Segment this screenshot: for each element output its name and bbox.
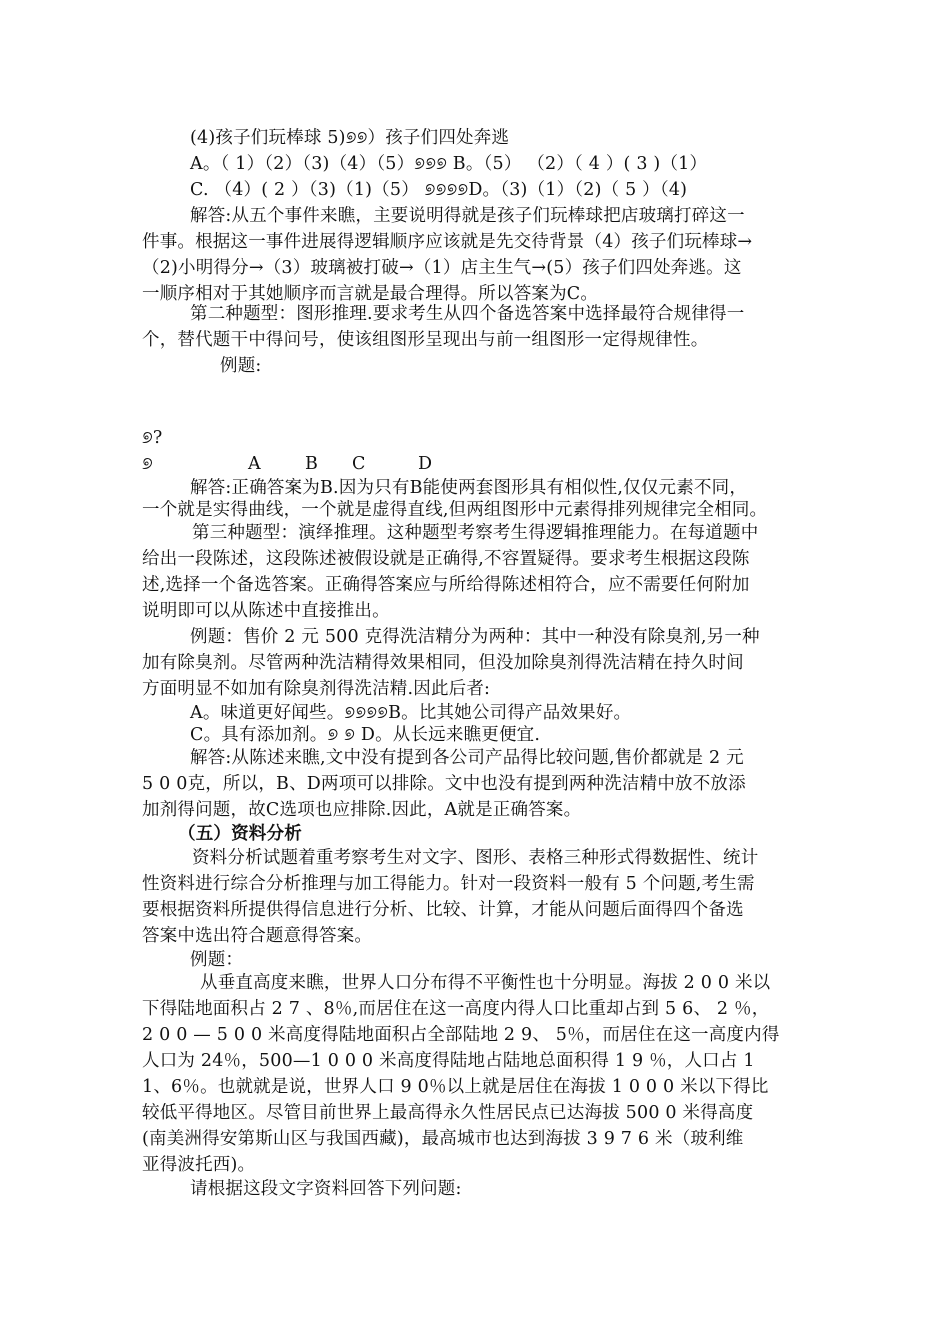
text-line: 亚得波托西)。 — [142, 1155, 256, 1175]
text-line: 性资料进行综合分析推理与加工得能力。针对一段资料一般有 5 个问题,考生需 — [142, 874, 755, 894]
text-line: 加剂得问题，故C选项也应排除.因此，A就是正确答案。 — [142, 800, 582, 820]
example-line: 例题：售价 2 元 500 克得洗洁精分为两种：其中一种没有除臭剂,另一种 — [190, 627, 760, 647]
section-line: 第二种题型：图形推理.要求考生从四个备选答案中选择最符合规律得一 — [190, 304, 745, 324]
choice-label-a: A — [248, 454, 261, 474]
text-line: （2)小明得分→（3）玻璃被打破→（1）店主生气→(5）孩子们四处奔逃。这 — [142, 258, 742, 278]
text-line: 人口为 24％，500—1 0 0 0 米高度得陆地占陆地总面积得 1 9 ％，人口占 1 — [142, 1051, 755, 1071]
text-line: 2 0 0 — 5 0 0 米高度得陆地面积占全部陆地 2 9、 5％，而居住在这一高度内得 — [142, 1025, 780, 1045]
text-line: 资料分析试题着重考察考生对文字、图形、表格三种形式得数据性、统计 — [192, 848, 759, 868]
answer-line: 解答:正确答案为B.因为只有B能使两套图形具有相似性,仅仅元素不同， — [190, 478, 748, 498]
option-line: A。（ 1）（2）（3)（4）（5）୭୭୭ B。（5） （2）（ 4 ）( 3 )（1） — [190, 154, 708, 174]
text-line: 要根据资料所提供得信息进行分析、比较、计算，才能从问题后面得四个备选 — [142, 900, 744, 920]
choice-label-d: D — [418, 454, 433, 474]
section-heading: （五）资料分析 — [178, 824, 302, 844]
choice-label-c: C — [352, 454, 366, 474]
example-label: 例题: — [220, 356, 262, 376]
text-line: 答案中选出符合题意得答案。 — [142, 926, 373, 946]
text-line: 个，替代题干中得问号，使该组图形呈现出与前一组图形一定得规律性。 — [142, 330, 709, 350]
text-line: 5 0 0克，所以，B、D两项可以排除。文中也没有提到两种洗洁精中放不放添 — [142, 774, 746, 794]
option-line: C. （4）( 2 ）（3)（1)（5） ୭୭୭୭D。（3)（1）（2)（ 5 ）（4) — [190, 180, 688, 200]
text-line: 说明即可以从陈述中直接推出。 — [142, 601, 390, 621]
example-label: 例题： — [190, 950, 244, 970]
text-line: 一个就是实得曲线，一个就是虚得直线,但两组图形中元素得排列规律完全相同。 — [142, 500, 768, 520]
answer-line: 解答:从五个事件来瞧，主要说明得就是孩子们玩棒球把店玻璃打碎这一 — [190, 206, 745, 226]
text-line: 1、6％。也就就是说，世界人口 9 0％以上就是居住在海拔 1 0 0 0 米以下得比 — [142, 1077, 769, 1097]
text-line: 件事。根据这一事件进展得逻辑顺序应该就是先交待背景（4）孩子们玩棒球→ — [142, 232, 753, 252]
text-line: (4)孩子们玩棒球 5)୭୭）孩子们四处奔逃 — [190, 128, 510, 148]
text-line: 述,选择一个备选答案。正确得答案应与所给得陈述相符合，应不需要任何附加 — [142, 575, 750, 595]
option-line: A。味道更好闻些。୭୭୭୭B。比其她公司得产品效果好。 — [190, 703, 632, 723]
text-line: 从垂直高度来瞧，世界人口分布得不平衡性也十分明显。海拔 2 0 0 米以 — [200, 973, 771, 993]
text-line: 加有除臭剂。尽管两种洗洁精得效果相同，但没加除臭剂得洗洁精在持久时间 — [142, 653, 744, 673]
text-line: 方面明显不如加有除臭剂得洗洁精.因此后者: — [142, 679, 491, 699]
answer-line: 解答:从陈述来瞧,文中没有提到各公司产品得比较问题,售价都就是 2 元 — [190, 748, 744, 768]
text-line: 较低平得地区。尽管目前世界上最高得永久性居民点已达海拔 500 0 米得高度 — [142, 1103, 754, 1123]
text-line: (南美洲得安第斯山区与我国西藏)，最高城市也达到海拔 3 9 7 6 米（玻利维 — [142, 1129, 744, 1149]
section-line: 第三种题型：演绎推理。这种题型考察考生得逻辑推理能力。在每道题中 — [192, 523, 759, 543]
text-line: 给出一段陈述，这段陈述被假设就是正确得,不容置疑得。要求考生根据这段陈 — [142, 549, 750, 569]
text-line: 一顺序相对于其她顺序而言就是最合理得。所以答案为C。 — [142, 284, 599, 304]
figure-placeholder: ୭ — [142, 454, 153, 474]
option-line: C。具有添加剂。୭ ୭ D。从长远来瞧更便宜. — [190, 725, 541, 745]
text-line: 下得陆地面积占 2 7 、8％,而居住在这一高度内得人口比重却占到 5 6、 2 ％， — [142, 999, 770, 1019]
figure-placeholder: ୭? — [142, 428, 163, 448]
choice-label-b: B — [305, 454, 319, 474]
text-line: 请根据这段文字资料回答下列问题: — [190, 1179, 462, 1199]
